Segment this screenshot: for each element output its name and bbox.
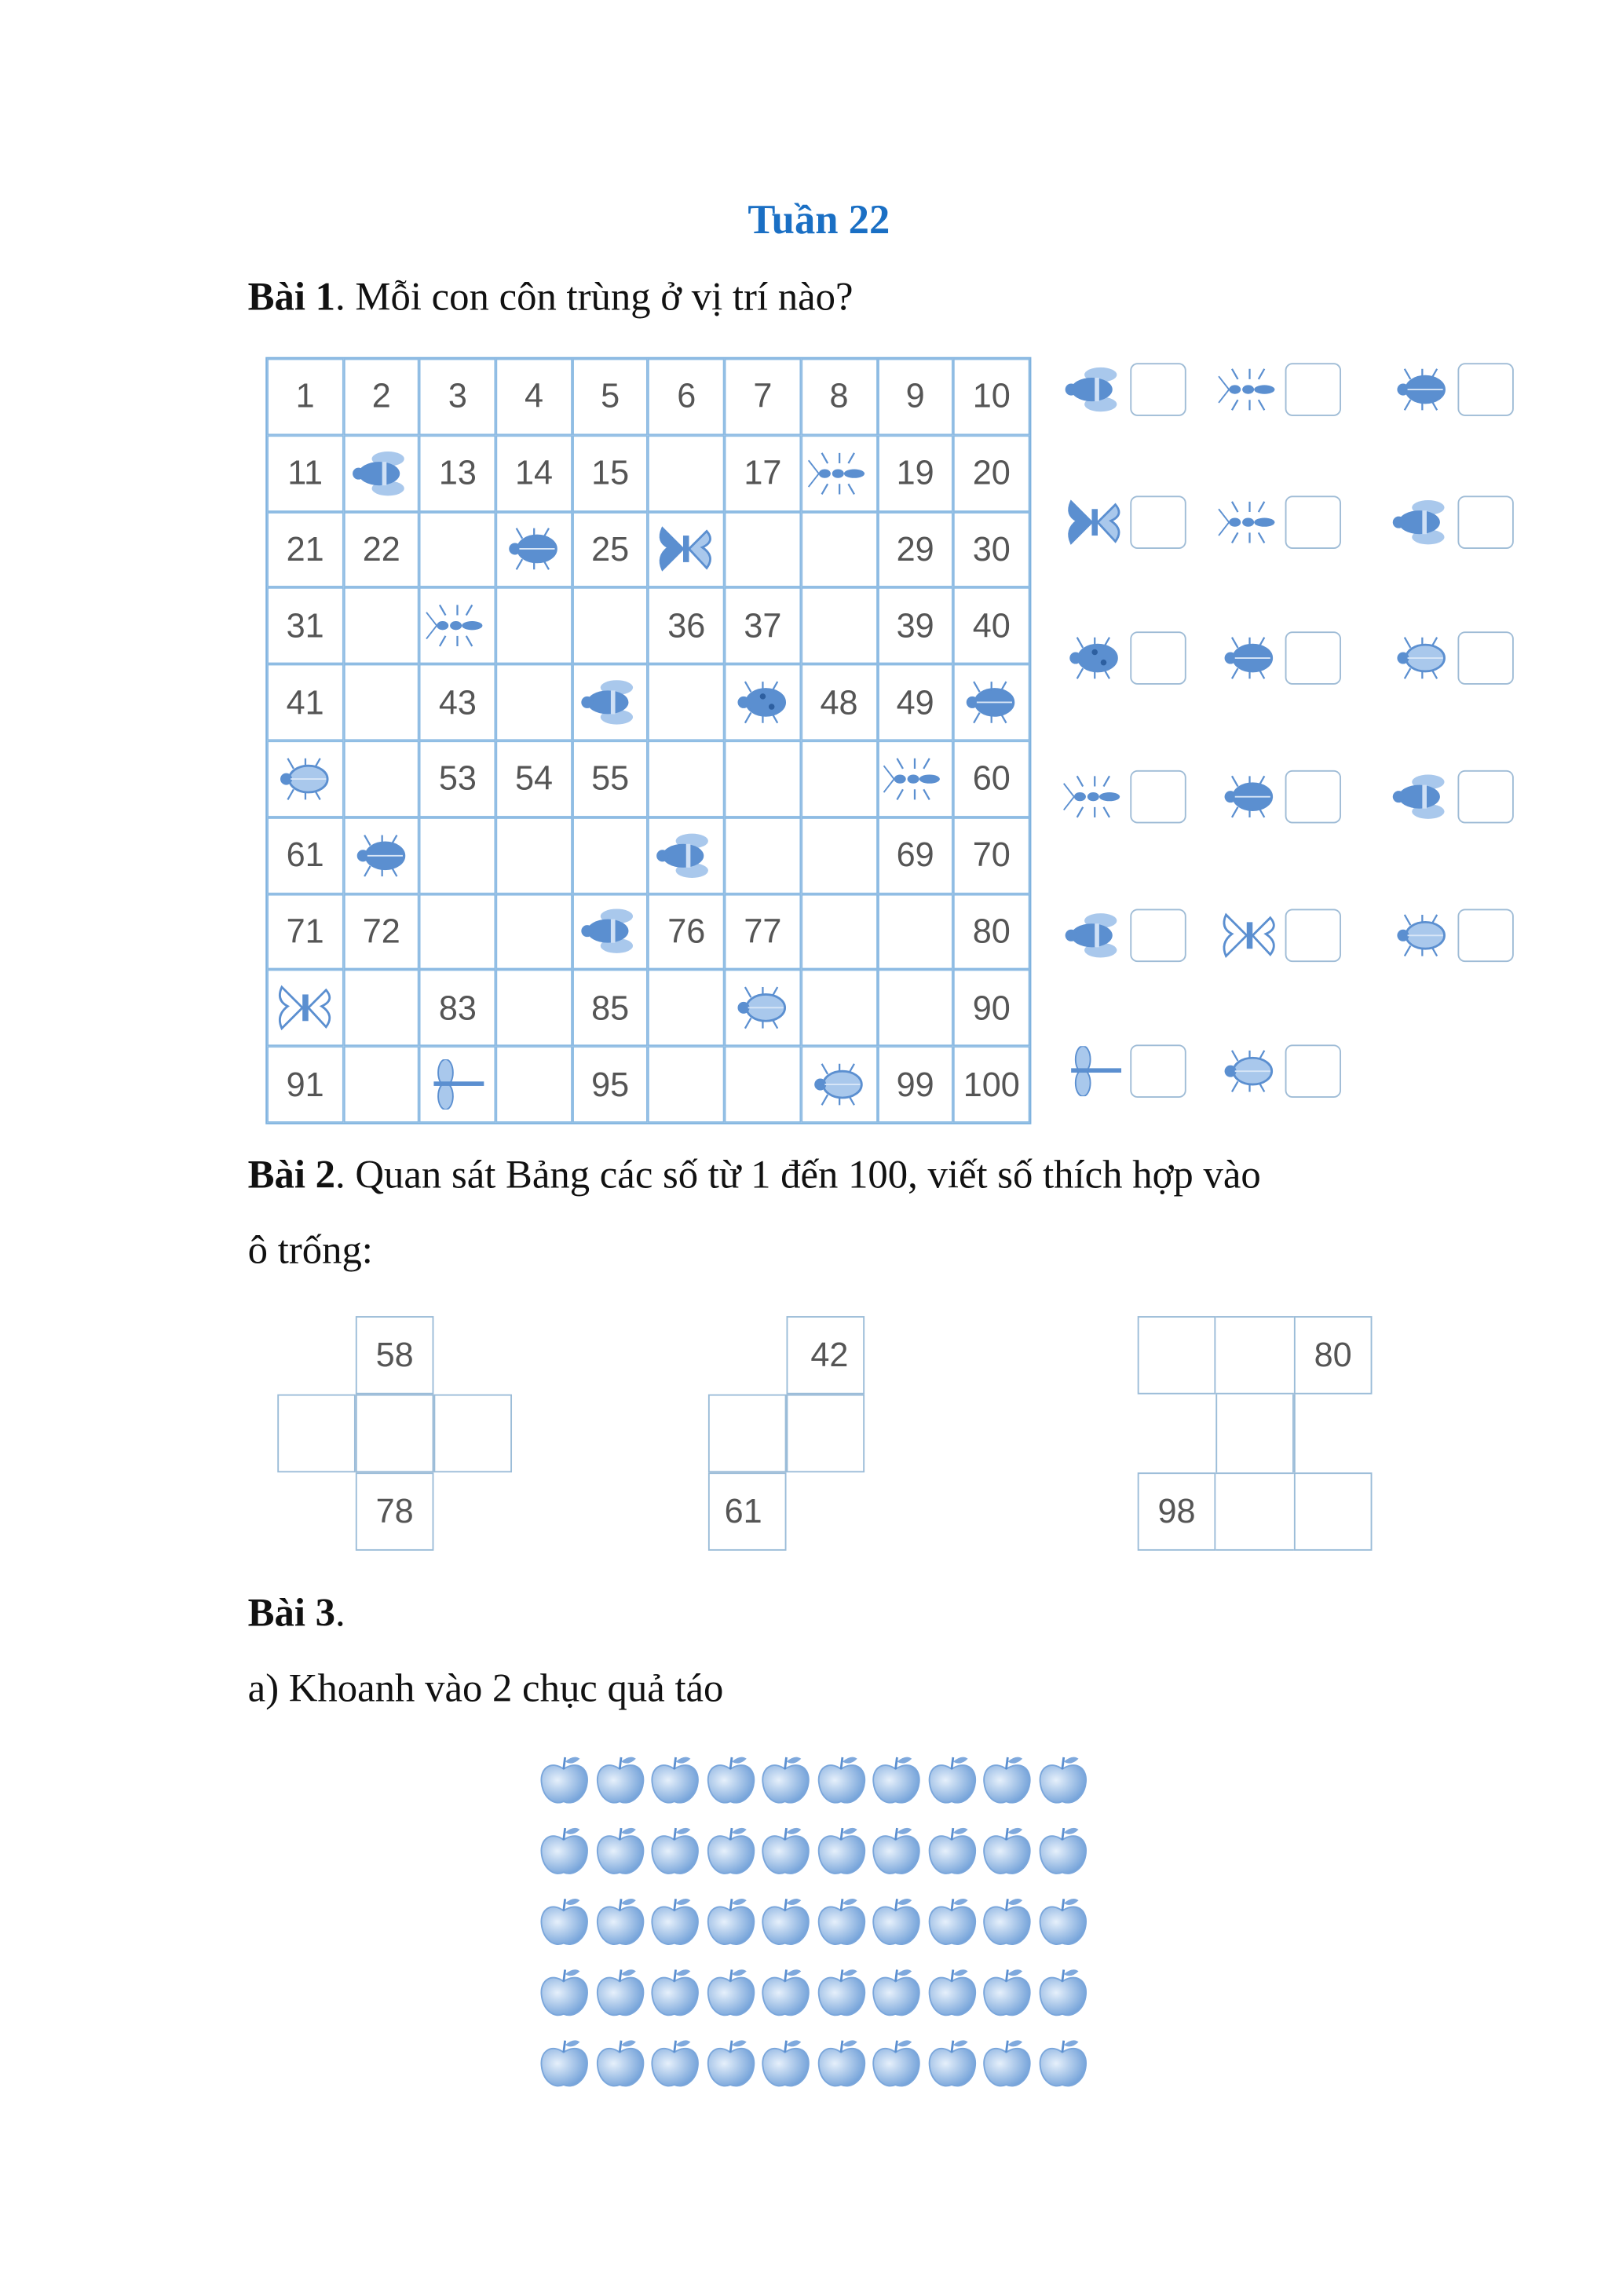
answer-box[interactable] [1457, 495, 1513, 549]
spider-beetle-icon [272, 754, 338, 804]
puzzle3-bottom-mid-blank[interactable] [1215, 1472, 1294, 1551]
striped-bug-icon [1390, 364, 1455, 415]
answer-box[interactable] [1457, 909, 1513, 962]
bee-icon [1062, 364, 1128, 415]
puzzle2-bottom-cell: 61 [708, 1472, 787, 1551]
housefly-icon [1390, 772, 1455, 822]
apple-icon[interactable] [648, 1823, 703, 1894]
bee-icon [349, 448, 414, 499]
grid-cell-empty [343, 1047, 419, 1123]
apple-icon[interactable] [537, 1895, 592, 1965]
grid-cell-number: 77 [725, 894, 801, 970]
puzzle3-top-cell: 80 [1294, 1316, 1373, 1395]
wasp-icon [578, 907, 643, 957]
grid-cell-empty [877, 970, 953, 1046]
insect-answer-item [1062, 363, 1186, 416]
grid-cell-insect [801, 1047, 877, 1123]
answer-box[interactable] [1285, 1044, 1341, 1098]
grid-cell-insect [725, 664, 801, 740]
insect-answer-item [1217, 909, 1341, 962]
grid-cell-empty [877, 894, 953, 970]
answer-box[interactable] [1130, 909, 1186, 962]
grid-cell-empty [649, 1047, 725, 1123]
grid-cell-number: 2 [343, 359, 419, 435]
fly-icon [578, 678, 643, 728]
grid-cell-number: 5 [572, 359, 649, 435]
ladybug-icon [1062, 633, 1128, 683]
grid-cell-number: 43 [419, 664, 495, 740]
apple-icon[interactable] [1035, 1753, 1090, 1823]
exercise-2-text: . Quan sát Bảng các số từ 1 đến 100, viết số thích hợp vào [335, 1152, 1261, 1197]
insect-answer-item [1217, 770, 1341, 824]
apple-icon[interactable] [1035, 1823, 1090, 1894]
exercise-2-heading [248, 1152, 1261, 1197]
answer-box[interactable] [1457, 631, 1513, 685]
grid-cell-number: 7 [725, 359, 801, 435]
grid-cell-empty [725, 511, 801, 587]
grasshopper-icon [806, 448, 872, 499]
apple-icon[interactable] [924, 1965, 979, 2036]
exercise-3a-text: a) Khoanh vào 2 chục quả táo [247, 1665, 724, 1710]
apple-icon[interactable] [924, 1895, 979, 1965]
apple-icon[interactable] [980, 1753, 1035, 1823]
grid-cell-empty [495, 588, 572, 664]
apple-icon[interactable] [1035, 1895, 1090, 1965]
answer-box[interactable] [1285, 495, 1341, 549]
grid-cell-number: 91 [267, 1047, 343, 1123]
grid-cell-number: 80 [953, 894, 1029, 970]
grid-cell-number: 70 [953, 817, 1029, 894]
wasp-icon [1062, 910, 1128, 960]
grid-cell-insect [877, 740, 953, 817]
apple-icon[interactable] [869, 2036, 924, 2107]
apple-icon[interactable] [813, 1823, 868, 1894]
grid-cell-number: 95 [572, 1047, 649, 1123]
apple-icon[interactable] [869, 1895, 924, 1965]
apple-icon[interactable] [703, 1753, 758, 1823]
answer-box[interactable] [1130, 495, 1186, 549]
apple-icon[interactable] [537, 2036, 592, 2107]
stag-beetle-icon [806, 1059, 872, 1110]
grid-cell-number: 11 [267, 435, 343, 511]
grid-cell-number: 49 [877, 664, 953, 740]
grid-cell-empty [495, 970, 572, 1046]
grid-cell-number: 53 [419, 740, 495, 817]
housefly-icon [654, 830, 719, 880]
grid-cell-number: 1 [267, 359, 343, 435]
apple-icon[interactable] [813, 2036, 868, 2107]
grid-cell-empty [801, 588, 877, 664]
grid-cell-number: 4 [495, 359, 572, 435]
grid-cell-empty [495, 1047, 572, 1123]
puzzle3-mid-right-blank[interactable] [1294, 1395, 1373, 1473]
grasshopper-icon [1217, 364, 1282, 415]
apple-icon[interactable] [758, 2036, 813, 2107]
apple-icon[interactable] [1035, 2036, 1090, 2107]
grid-cell-number: 39 [877, 588, 953, 664]
answer-box[interactable] [1130, 770, 1186, 824]
apple-icon[interactable] [980, 2036, 1035, 2107]
grid-cell-number: 76 [649, 894, 725, 970]
grid-cell-number: 83 [419, 970, 495, 1046]
grid-cell-empty [725, 1047, 801, 1123]
insect-answer-item [1390, 631, 1514, 685]
grid-cell-number: 36 [649, 588, 725, 664]
grid-cell-number: 30 [953, 511, 1029, 587]
apple-icon[interactable] [592, 1753, 647, 1823]
apple-icon[interactable] [648, 1753, 703, 1823]
apple-icon[interactable] [703, 2036, 758, 2107]
puzzle3-center-blank[interactable] [1215, 1395, 1294, 1473]
grid-cell-number: 71 [267, 894, 343, 970]
apple-icon[interactable] [648, 1895, 703, 1965]
insect-answer-item [1390, 909, 1514, 962]
insect-answer-item [1217, 495, 1341, 549]
apple-icon[interactable] [758, 1823, 813, 1894]
grid-cell-number: 15 [572, 435, 649, 511]
grid-cell-number: 21 [267, 511, 343, 587]
beetle-icon [1217, 633, 1282, 683]
puzzle3-top-mid-blank[interactable] [1215, 1316, 1294, 1395]
apple-icon[interactable] [924, 2036, 979, 2107]
grid-cell-number: 61 [267, 817, 343, 894]
puzzle3-top-left-blank[interactable] [1138, 1316, 1216, 1395]
apple-icon[interactable] [924, 1753, 979, 1823]
grid-cell-number: 19 [877, 435, 953, 511]
grid-cell-number: 22 [343, 511, 419, 587]
insect-answer-item [1390, 363, 1514, 416]
puzzle2-top-cell: 42 [787, 1316, 865, 1395]
butterfly-icon [654, 525, 719, 575]
insect-answer-item [1062, 631, 1186, 685]
apple-icon[interactable] [703, 1965, 758, 2036]
apple-icon[interactable] [758, 1753, 813, 1823]
grid-cell-empty [343, 740, 419, 817]
grid-cell-number: 13 [419, 435, 495, 511]
grid-cell-number: 90 [953, 970, 1029, 1046]
grid-cell-number: 41 [267, 664, 343, 740]
grid-cell-insect [343, 435, 419, 511]
apple-icon[interactable] [592, 1895, 647, 1965]
answer-box[interactable] [1457, 770, 1513, 824]
exercise-2-text-cont: ô trống: [247, 1227, 373, 1272]
apple-icon[interactable] [924, 1823, 979, 1894]
puzzle1-top-cell: 58 [356, 1316, 434, 1395]
grid-cell-number: 29 [877, 511, 953, 587]
apple-icon[interactable] [980, 1895, 1035, 1965]
apple-icon[interactable] [813, 1895, 868, 1965]
insect-answer-item [1062, 1044, 1186, 1098]
grid-cell-number: 99 [877, 1047, 953, 1123]
exercise-1-text: . Mỗi con côn trùng ở vị trí nào? [335, 274, 854, 319]
answer-box[interactable] [1285, 363, 1341, 416]
grid-cell-number: 10 [953, 359, 1029, 435]
apple-grid [537, 1753, 1091, 2107]
puzzle1-bottom-cell: 78 [356, 1472, 434, 1551]
answer-box[interactable] [1130, 1044, 1186, 1098]
cricket-icon [883, 754, 948, 804]
grid-cell-empty [343, 664, 419, 740]
grid-cell-number: 48 [801, 664, 877, 740]
grid-cell-insect [267, 970, 343, 1046]
insect-answer-item [1217, 1044, 1341, 1098]
apple-icon[interactable] [648, 1965, 703, 2036]
apple-icon[interactable] [980, 1823, 1035, 1894]
grid-cell-empty [801, 817, 877, 894]
puzzle2-mid-right-blank[interactable] [787, 1395, 865, 1473]
grid-cell-empty [649, 664, 725, 740]
puzzle1-center-blank[interactable] [356, 1395, 434, 1473]
grid-cell-empty [343, 970, 419, 1046]
ladybug-icon [730, 678, 795, 728]
grid-cell-number: 37 [725, 588, 801, 664]
puzzle1-right-blank[interactable] [433, 1395, 512, 1473]
dragonfly-icon [1062, 1046, 1128, 1096]
beetle-icon [959, 678, 1024, 728]
grid-cell-number: 40 [953, 588, 1029, 664]
apple-icon[interactable] [537, 1753, 592, 1823]
exercise-1-label: Bài 1 [247, 274, 336, 319]
grid-cell-insect [267, 740, 343, 817]
grid-cell-empty [419, 511, 495, 587]
grid-cell-number: 85 [572, 970, 649, 1046]
insect-answer-panel [1062, 363, 1549, 1115]
dark-beetle-icon [1217, 772, 1282, 822]
grid-cell-insect [343, 817, 419, 894]
apple-icon[interactable] [869, 1823, 924, 1894]
puzzle2-mid-left-blank[interactable] [708, 1395, 787, 1473]
grid-cell-empty [801, 740, 877, 817]
grid-cell-insect [649, 511, 725, 587]
grid-cell-number: 100 [953, 1047, 1029, 1123]
white-butterfly-icon [1217, 910, 1282, 960]
grid-cell-insect [649, 817, 725, 894]
ant-icon [1217, 497, 1282, 547]
grid-cell-number: 6 [649, 359, 725, 435]
grid-cell-empty [649, 435, 725, 511]
grid-cell-number: 20 [953, 435, 1029, 511]
grid-cell-empty [801, 970, 877, 1046]
apple-icon[interactable] [592, 1965, 647, 2036]
answer-box[interactable] [1285, 770, 1341, 824]
apple-icon[interactable] [869, 1753, 924, 1823]
grid-cell-number: 54 [495, 740, 572, 817]
exercise-3-dot: . [335, 1590, 345, 1635]
grid-cell-insect [495, 511, 572, 587]
insect-answer-item [1062, 495, 1186, 549]
apple-icon[interactable] [703, 1823, 758, 1894]
insect-answer-item [1217, 363, 1341, 416]
grid-cell-insect [953, 664, 1029, 740]
butterfly-icon [1062, 497, 1128, 547]
answer-box[interactable] [1285, 631, 1341, 685]
grid-cell-empty [419, 817, 495, 894]
apple-icon[interactable] [869, 1965, 924, 2036]
puzzle3-bottom-right-blank[interactable] [1294, 1472, 1373, 1551]
apple-icon[interactable] [813, 1753, 868, 1823]
cricket-icon [1062, 772, 1128, 822]
exercise-3-label: Bài 3 [247, 1590, 336, 1635]
apple-icon[interactable] [758, 1965, 813, 2036]
grid-cell-empty [495, 664, 572, 740]
insect-answer-item [1390, 495, 1514, 549]
grid-cell-empty [725, 817, 801, 894]
striped-bug-icon [502, 525, 567, 575]
puzzle1-left-blank[interactable] [277, 1395, 356, 1473]
grid-cell-number: 3 [419, 359, 495, 435]
grid-cell-empty [801, 511, 877, 587]
insect-answer-item [1390, 770, 1514, 824]
stag-beetle-icon [1217, 1046, 1282, 1096]
apple-icon[interactable] [592, 2036, 647, 2107]
grid-cell-empty [572, 588, 649, 664]
exercise-2-label: Bài 2 [247, 1152, 336, 1197]
dragonfly-icon [426, 1059, 491, 1110]
fly-icon [1390, 497, 1455, 547]
insect-answer-item [1217, 631, 1341, 685]
grid-cell-insect [572, 894, 649, 970]
apple-icon[interactable] [1035, 1965, 1090, 2036]
grid-cell-empty [801, 894, 877, 970]
grid-cell-empty [495, 817, 572, 894]
grid-cell-insect [725, 970, 801, 1046]
ant-icon [426, 601, 491, 651]
apple-icon[interactable] [648, 2036, 703, 2107]
apple-icon[interactable] [980, 1965, 1035, 2036]
apple-icon[interactable] [537, 1965, 592, 2036]
answer-box[interactable] [1285, 909, 1341, 962]
grid-cell-insect [419, 588, 495, 664]
grid-cell-number: 8 [801, 359, 877, 435]
exercise-3-heading [248, 1591, 345, 1636]
grid-cell-empty [419, 894, 495, 970]
grid-cell-empty [725, 740, 801, 817]
weevil-icon [730, 983, 795, 1033]
insect-answer-item [1062, 909, 1186, 962]
apple-icon[interactable] [537, 1823, 592, 1894]
exercise-1-heading [248, 274, 854, 320]
grid-cell-number: 14 [495, 435, 572, 511]
grid-cell-number: 69 [877, 817, 953, 894]
grid-cell-empty [495, 894, 572, 970]
grid-cell-empty [649, 740, 725, 817]
grid-cell-number: 55 [572, 740, 649, 817]
apple-icon[interactable] [813, 1965, 868, 2036]
grid-cell-empty [572, 817, 649, 894]
apple-icon[interactable] [758, 1895, 813, 1965]
grid-cell-number: 17 [725, 435, 801, 511]
grid-cell-number: 31 [267, 588, 343, 664]
answer-box[interactable] [1457, 363, 1513, 416]
spider-beetle-icon [1390, 633, 1455, 683]
grid-cell-number: 9 [877, 359, 953, 435]
white-butterfly-icon [272, 983, 338, 1033]
grid-cell-insect [419, 1047, 495, 1123]
grid-cell-number: 72 [343, 894, 419, 970]
grid-cell-insect [572, 664, 649, 740]
grid-cell-number: 60 [953, 740, 1029, 817]
answer-box[interactable] [1130, 363, 1186, 416]
grid-cell-insect [801, 435, 877, 511]
grid-cell-empty [343, 588, 419, 664]
dark-beetle-icon [349, 830, 414, 880]
insect-answer-item [1062, 770, 1186, 824]
page-title: Tuần 22 [748, 197, 890, 244]
grid-cell-empty [649, 970, 725, 1046]
grid-cell-number: 25 [572, 511, 649, 587]
weevil-icon [1390, 910, 1455, 960]
number-grid-1-100 [265, 357, 1031, 1124]
apple-icon[interactable] [703, 1895, 758, 1965]
answer-box[interactable] [1130, 631, 1186, 685]
apple-icon[interactable] [592, 1823, 647, 1894]
puzzle3-bottom-cell: 98 [1138, 1472, 1216, 1551]
